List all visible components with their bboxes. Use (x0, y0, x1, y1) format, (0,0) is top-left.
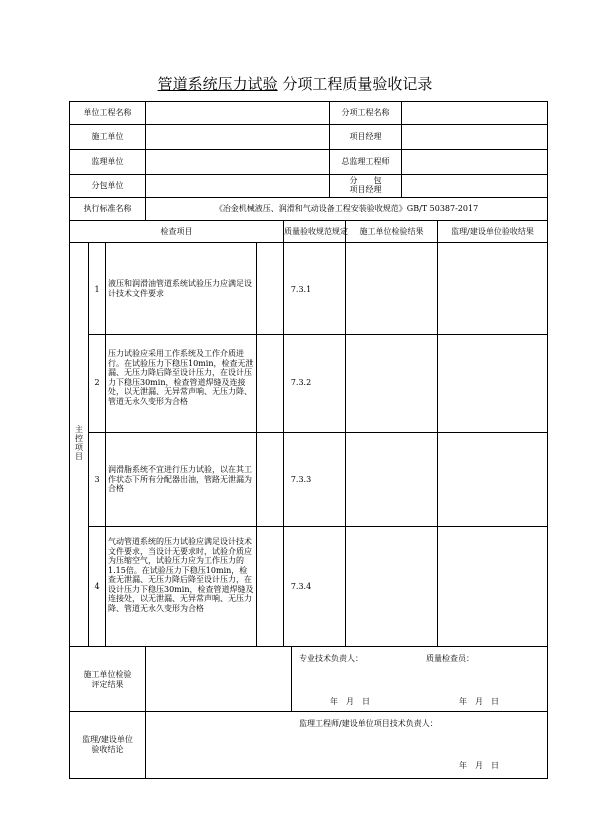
subcontract-manager-label-1: 分 包 (349, 176, 382, 185)
item-1-text: 液压和润滑油管道系统试验压力应满足设计技术文件要求 (108, 279, 252, 298)
construction-eval-label-2: 评定结果 (91, 680, 124, 689)
main-control-char-4: 目 (75, 452, 83, 461)
item-2-no: 2 (94, 378, 100, 387)
chief-engineer-label: 总监理工程师 (341, 157, 390, 166)
quality-inspector-date: 年 月 日 (459, 697, 499, 706)
standard-label: 执行标准名称 (83, 204, 132, 213)
construction-unit-label: 施工单位 (91, 132, 124, 141)
supervision-unit-label: 监理单位 (91, 157, 124, 166)
tech-lead-label: 专业技术负责人： (299, 654, 363, 663)
supervision-engineer-label: 监理工程师/建设单位项目技术负责人： (299, 719, 438, 728)
item-4-text: 气动管道系统的压力试验应满足设计技术文件要求，当设计无要求时，试验介质应为压缩空气，试验压力应为工作压力的1.15倍。在试验压力下稳压10min，检查无泄漏、无压力降后降至设计压力，在设计压力下稳压30min，检查管道焊缝及连接处，以无泄漏、无异常声响、无压力降、管道无永久变形为合格 (108, 537, 254, 613)
tech-lead-date: 年 月 日 (330, 697, 370, 706)
sub-project-label: 分项工程名称 (341, 108, 390, 117)
item-2-spec: 7.3.2 (290, 378, 312, 387)
project-manager-label: 项目经理 (349, 132, 382, 141)
title-underlined: 管道系统压力试验 (157, 75, 278, 93)
item-3-text: 润滑脂系统不宜进行压力试验，以在其工作状态下所有分配器出油，管路无泄漏为合格 (108, 465, 252, 493)
quality-inspector-label: 质量检查员： (426, 654, 474, 663)
item-4-spec: 7.3.4 (290, 582, 312, 591)
col-check-item: 检查项目 (160, 227, 193, 236)
item-3-no: 3 (94, 475, 100, 484)
col-construction-result: 施工单位检验结果 (359, 227, 424, 236)
supervision-date: 年 月 日 (459, 761, 499, 770)
item-1-no: 1 (94, 285, 100, 294)
standard-value: 《冶金机械液压、润滑和气动设备工程安装验收规范》GB/T 50387-2017 (214, 204, 479, 213)
main-control-char-3: 项 (75, 443, 83, 452)
main-control-char-2: 控 (75, 434, 83, 443)
main-control-char-1: 主 (75, 425, 83, 434)
item-3-spec: 7.3.3 (290, 475, 312, 484)
item-2-text: 压力试验应采用工作系统及工作介质进行。在试验压力下稳压10min，检查无泄漏、无压力降后降至设计压力，在设计压力下稳压30min，检查管道焊缝及连接处，以无泄漏、无异常声响、无压力降、管道无永久变形为合格 (108, 349, 254, 406)
unit-project-label: 单位工程名称 (83, 108, 132, 117)
col-spec: 质量验收规范规定 (284, 227, 348, 236)
supervision-conclusion-label-1: 监理/建设单位 (82, 735, 133, 744)
subcontract-unit-label: 分包单位 (91, 181, 124, 190)
item-1-spec: 7.3.1 (290, 285, 312, 294)
item-4-no: 4 (94, 582, 100, 591)
subcontract-manager-label-2: 项目经理 (349, 185, 382, 194)
col-supervision-result: 监理/建设单位验收结果 (451, 227, 534, 236)
construction-eval-label-1: 施工单位检验 (83, 670, 132, 679)
supervision-conclusion-label-2: 验收结论 (91, 745, 124, 754)
title-rest: 分项工程质量验收记录 (277, 75, 433, 93)
